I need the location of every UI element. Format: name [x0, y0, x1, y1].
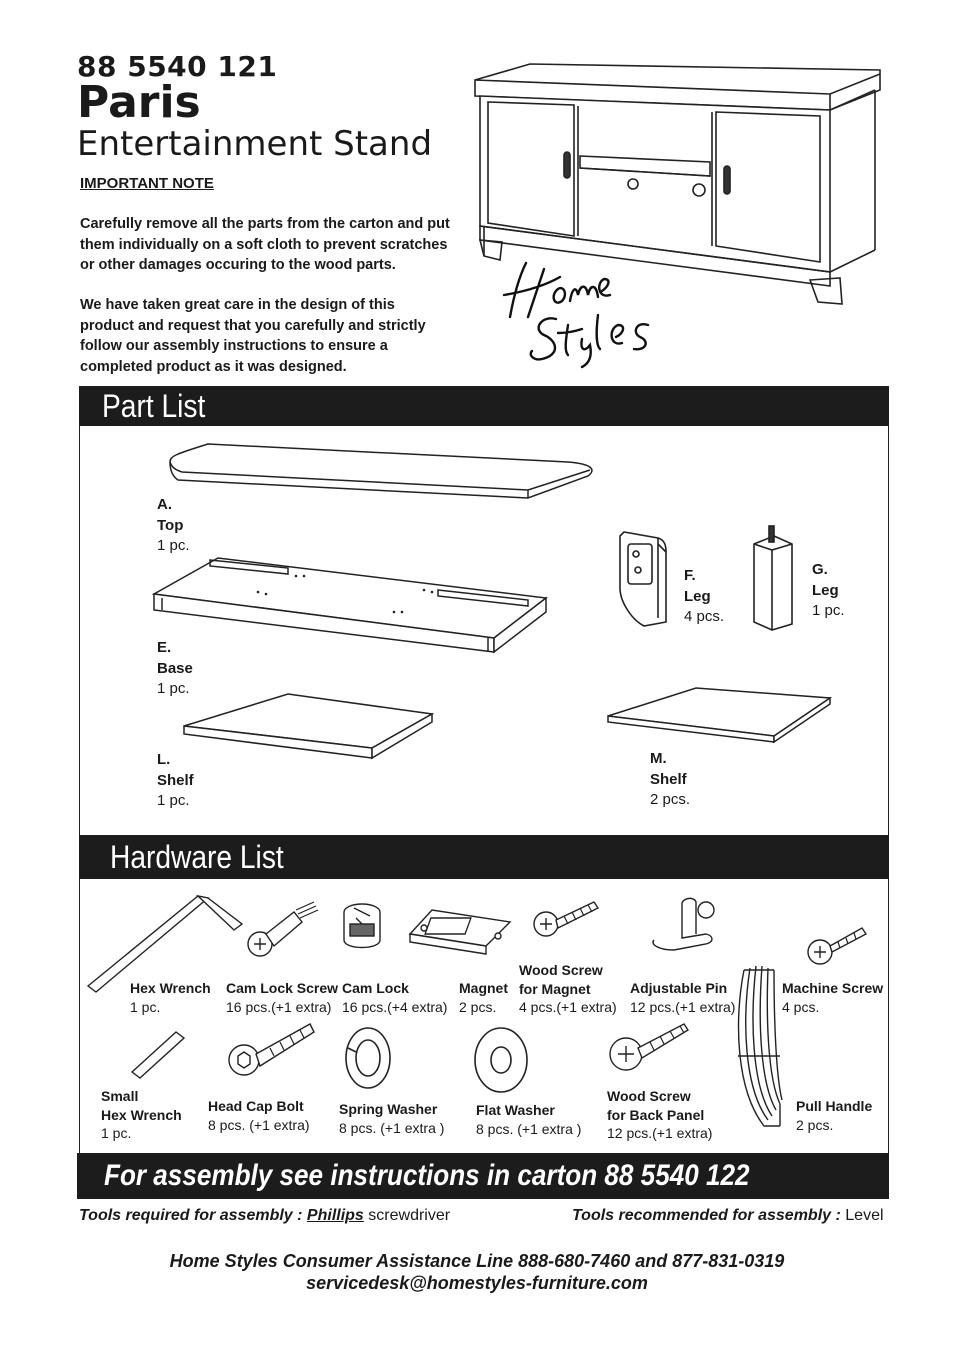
hardware-pull-handle: Pull Handle 2 pcs.: [796, 1098, 873, 1133]
service-email[interactable]: servicedesk@homestyles-furniture.com: [306, 1273, 648, 1293]
hardware-wood-screw-back-panel: Wood Screw for Back Panel 12 pcs.(+1 extra): [607, 1088, 713, 1141]
spring-washer-icon: [342, 1024, 396, 1092]
cam-lock-screw-icon: [244, 898, 320, 960]
part-a-label: A. Top 1 pc.: [157, 496, 190, 554]
hardware-hex-wrench: Hex Wrench 1 pc.: [130, 980, 211, 1015]
tools-recommended-tool: Level: [845, 1207, 884, 1224]
hardware-cam-lock-screw: Cam Lock Screw 16 pcs.(+1 extra): [226, 980, 339, 1015]
hardware-flat-washer: Flat Washer 8 pcs. (+1 extra ): [476, 1102, 582, 1137]
adjustable-pin-icon: [648, 894, 720, 952]
hardware-adjustable-pin: Adjustable Pin 12 pcs.(+1 extra): [630, 980, 736, 1015]
product-name: Paris: [77, 77, 201, 128]
important-note-paragraph-2: We have taken great care in the design of this product and request that you carefully and strictly follow our assembly instructions to ensure a completed product as it was designed.: [80, 297, 426, 375]
part-g-label: G. Leg 1 pc.: [812, 561, 845, 619]
consumer-assistance-line: Home Styles Consumer Assistance Line 888-680-7460 and 877-831-0319: [169, 1251, 785, 1271]
part-list-title: Part List: [102, 388, 206, 424]
tools-required-tool: Phillips: [306, 1207, 364, 1224]
flat-washer-icon: [470, 1024, 532, 1096]
wood-screw-magnet-icon: [532, 898, 600, 944]
part-a-top-illustration: [168, 440, 598, 510]
hardware-small-hex-wrench: Small Hex Wrench 1 pc.: [101, 1088, 182, 1141]
assembly-banner: [77, 1153, 889, 1199]
pull-handle-icon: [730, 960, 786, 1132]
hardware-spring-washer: Spring Washer 8 pcs. (+1 extra ): [339, 1101, 445, 1136]
hardware-list-title: Hardware List: [110, 839, 284, 875]
part-list-header: [79, 386, 889, 426]
magnet-icon: [406, 904, 512, 956]
important-note-title: IMPORTANT NOTE: [80, 175, 214, 192]
part-m-label: M. Shelf 2 pcs.: [650, 750, 691, 808]
part-l-label: L. Shelf 1 pc.: [157, 751, 194, 809]
model-number: 88 5540 121: [77, 50, 278, 83]
hardware-list-header: [79, 835, 889, 879]
part-m-shelf-illustration: [606, 686, 832, 744]
product-type: Entertainment Stand: [77, 124, 433, 164]
hardware-head-cap-bolt: Head Cap Bolt 8 pcs. (+1 extra): [208, 1098, 310, 1133]
head-cap-bolt-icon: [226, 1018, 318, 1082]
important-note-paragraph-1: Carefully remove all the parts from the carton and put them individually on a soft cloth to prevent scratches or other damages occuring to the wood parts.: [80, 216, 450, 273]
part-g-leg-illustration: [748, 524, 800, 632]
wood-screw-back-panel-icon: [604, 1016, 694, 1078]
assembly-banner-text: For assembly see instructions in carton 88 5540 122: [104, 1159, 750, 1192]
part-e-label: E. Base 1 pc.: [157, 639, 193, 697]
machine-screw-icon: [804, 918, 868, 970]
small-hex-wrench-icon: [128, 1028, 188, 1080]
hardware-magnet: Magnet 2 pcs.: [459, 980, 508, 1015]
hardware-wood-screw-magnet: Wood Screw for Magnet 4 pcs.(+1 extra): [519, 962, 617, 1015]
cam-lock-icon: [340, 900, 384, 956]
part-e-base-illustration: [148, 556, 550, 656]
part-f-leg-illustration: [614, 528, 672, 630]
tools-recommended: Tools recommended for assembly : Level: [572, 1207, 884, 1224]
home-styles-logo: [498, 255, 668, 370]
hardware-cam-lock: Cam Lock 16 pcs.(+4 extra): [342, 980, 448, 1015]
part-l-shelf-illustration: [182, 692, 436, 762]
part-f-label: F. Leg 4 pcs.: [684, 567, 725, 625]
tools-required: Tools required for assembly : Phillips screwdriver: [79, 1207, 451, 1224]
hardware-machine-screw: Machine Screw 4 pcs.: [782, 980, 884, 1015]
